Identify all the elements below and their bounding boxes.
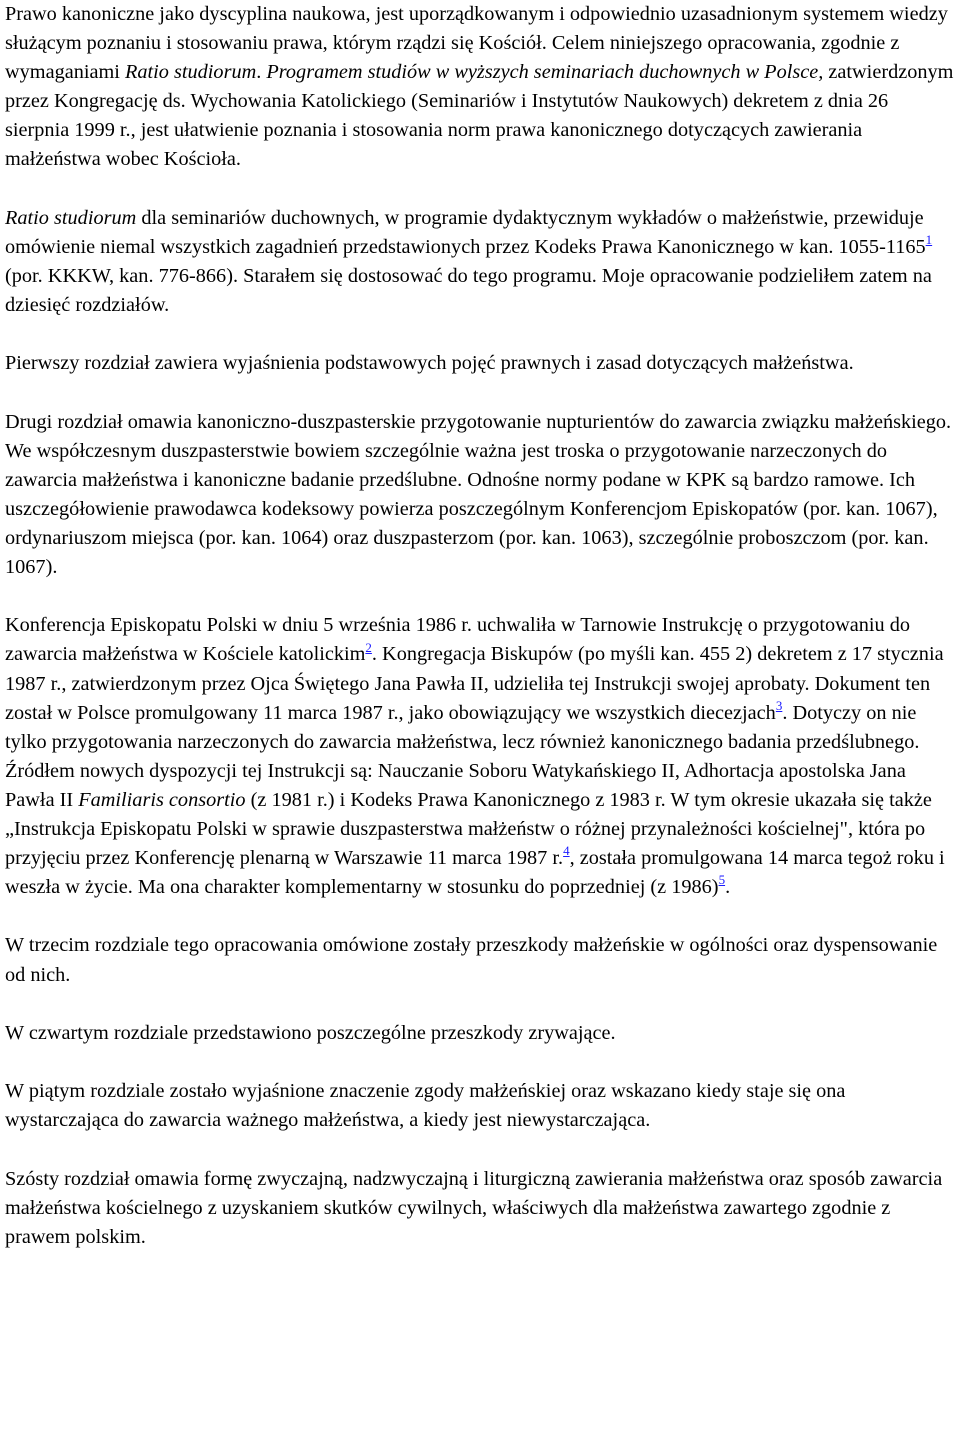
paragraph-text: . bbox=[256, 61, 267, 84]
footnote-reference bbox=[776, 698, 783, 713]
italic-title-text: Ratio studiorum bbox=[5, 206, 137, 229]
paragraph-text: Konferencja Episkopatu Polski w dniu 5 września 1986 r. uchwaliła w Tarnowie Instrukcję o przygotowaniu do zawarcia małżeństwa w Kościele katolickim bbox=[5, 614, 911, 666]
paragraph-text: Szósty rozdział omawia formę zwyczajną, nadzwyczajną i liturgiczną zawierania małżeństwa oraz sposób zawarcia małżeństwa kościelnego z uzyskaniem skutków cywilnych, właściwych dla małżeństwa zawartego zgodnie z prawem polskim. bbox=[5, 1167, 943, 1248]
footnote-link[interactable]: 2 bbox=[365, 639, 372, 655]
paragraph-text: Drugi rozdział omawia kanoniczno-duszpasterskie przygotowanie nupturientów do zawarcia związku małżeńskiego. We współczesnym duszpasterstwie bowiem szczególnie ważna jest troska o przygotowanie narzeczonych do zawarcia małżeństwa i kanoniczne badanie przedślubne. Odnośne normy podane w KPK są bardzo ramowe. Ich uszczegółowienie prawodawca kodeksowy powierza poszczególnym Konferencjom Episkopatów (por. kan. 1067), ordynariuszom miejsca (por. kan. 1064) oraz duszpasterzom (por. kan. 1063), szczególnie proboszczom (por. kan. 1067). bbox=[5, 410, 952, 579]
italic-title-text: Familiaris consortio bbox=[78, 788, 246, 811]
body-paragraph bbox=[5, 349, 957, 378]
paragraph-text: (z 1981 r.) i Kodeks Prawa Kanonicznego z 1983 r. W tym okresie ukazała się także „Instrukcja Episkopatu Polski w sprawie duszpasterstwa małżeństw o różnej przynależności kościelnej", która po przyjęciu przez Konferencję plenarną w Warszawie 11 marca 1987 r. bbox=[5, 788, 932, 870]
paragraph-text: . bbox=[725, 876, 731, 899]
paragraph-text: . Dotyczy on nie tylko przygotowania narzeczonych do zawarcia małżeństwa, lecz również kanonicznego badania przedślubnego. Źródłem nowych dyspozycji tej Instrukcji są: Nauczanie Soboru Watykańskiego II, Adhortacja apostolska Jana Pawła II bbox=[5, 701, 920, 811]
document-page bbox=[5, 0, 957, 1252]
footnote-reference bbox=[563, 843, 570, 858]
paragraph-text: . Kongregacja Biskupów (po myśli kan. 455 2) dekretem z 17 stycznia 1987 r., zatwierdzonym przez Ojca Świętego Jana Pawła II, udzieliła tej Instrukcji swojej aprobaty. Dokument ten został w Polsce promulgowany 11 marca 1987 r., jako obowiązujący we wszystkich diecezjach bbox=[5, 643, 944, 724]
footnote-link[interactable]: 1 bbox=[925, 232, 933, 248]
footnote-link[interactable]: 5 bbox=[718, 872, 726, 888]
body-paragraph bbox=[5, 0, 957, 175]
footnote-reference bbox=[926, 232, 933, 247]
body-paragraph bbox=[5, 1019, 957, 1048]
paragraph-text: (por. KKKW, kan. 776-866). Starałem się dostosować do tego programu. Moje opracowanie podzieliłem zatem na dziesięć rozdziałów. bbox=[5, 264, 932, 317]
body-paragraph bbox=[5, 204, 957, 320]
body-paragraph bbox=[5, 931, 957, 989]
body-paragraph bbox=[5, 408, 957, 583]
paragraph-text: W czwartym rozdziale przedstawiono poszczególne przeszkody zrywające. bbox=[5, 1021, 616, 1044]
paragraph-text: W piątym rozdziale zostało wyjaśnione znaczenie zgody małżeńskiej oraz wskazano kiedy staje się ona wystarczająca do zawarcia ważnego małżeństwa, a kiedy jest niewystarczająca. bbox=[5, 1080, 846, 1132]
body-paragraph bbox=[5, 611, 957, 902]
paragraph-text: , została promulgowana 14 marca tegoż roku i weszła w życie. Ma ona charakter komplementarny w stosunku do poprzedniej (z 1986) bbox=[5, 847, 945, 899]
paragraph-text: dla seminariów duchownych, w programie dydaktycznym wykładów o małżeństwie, przewiduje omówienie niemal wszystkich zagadnień przedstawionych przez Kodeks Prawa Kanonicznego w kan. 1055-1165 bbox=[5, 206, 926, 258]
footnote-reference bbox=[719, 872, 726, 887]
body-paragraph bbox=[5, 1077, 957, 1135]
paragraph-text: Pierwszy rozdział zawiera wyjaśnienia podstawowych pojęć prawnych i zasad dotyczących małżeństwa. bbox=[5, 352, 854, 375]
footnote-link[interactable]: 4 bbox=[563, 843, 570, 859]
paragraph-text: Prawo kanoniczne jako dyscyplina naukowa, jest uporządkowanym i odpowiednio uzasadnionym systemem wiedzy służącym poznaniu i stosowaniu prawa, którym rządzi się Kościół. Celem niniejszego opracowania, zgodnie z wymaganiami bbox=[5, 3, 948, 84]
italic-title-text: Ratio studiorum bbox=[124, 61, 257, 84]
footnote-link[interactable]: 3 bbox=[775, 697, 783, 713]
paragraph-text: W trzecim rozdziale tego opracowania omówione zostały przeszkody małżeńskie w ogólności oraz dyspensowanie od nich. bbox=[5, 934, 938, 986]
footnote-reference bbox=[365, 640, 372, 655]
body-paragraph bbox=[5, 1165, 957, 1252]
paragraph-text: zatwierdzonym przez Kongregację ds. Wychowania Katolickiego (Seminariów i Instytutów Naukowych) dekretem z dnia 26 sierpnia 1999 r., jest ułatwienie poznania i stosowania norm prawa kanonicznego dotyczących zawierania małżeństwa wobec Kościoła. bbox=[5, 61, 954, 171]
italic-title-text: Programem studiów w wyższych seminariach duchownych w Polsce, bbox=[266, 61, 824, 84]
